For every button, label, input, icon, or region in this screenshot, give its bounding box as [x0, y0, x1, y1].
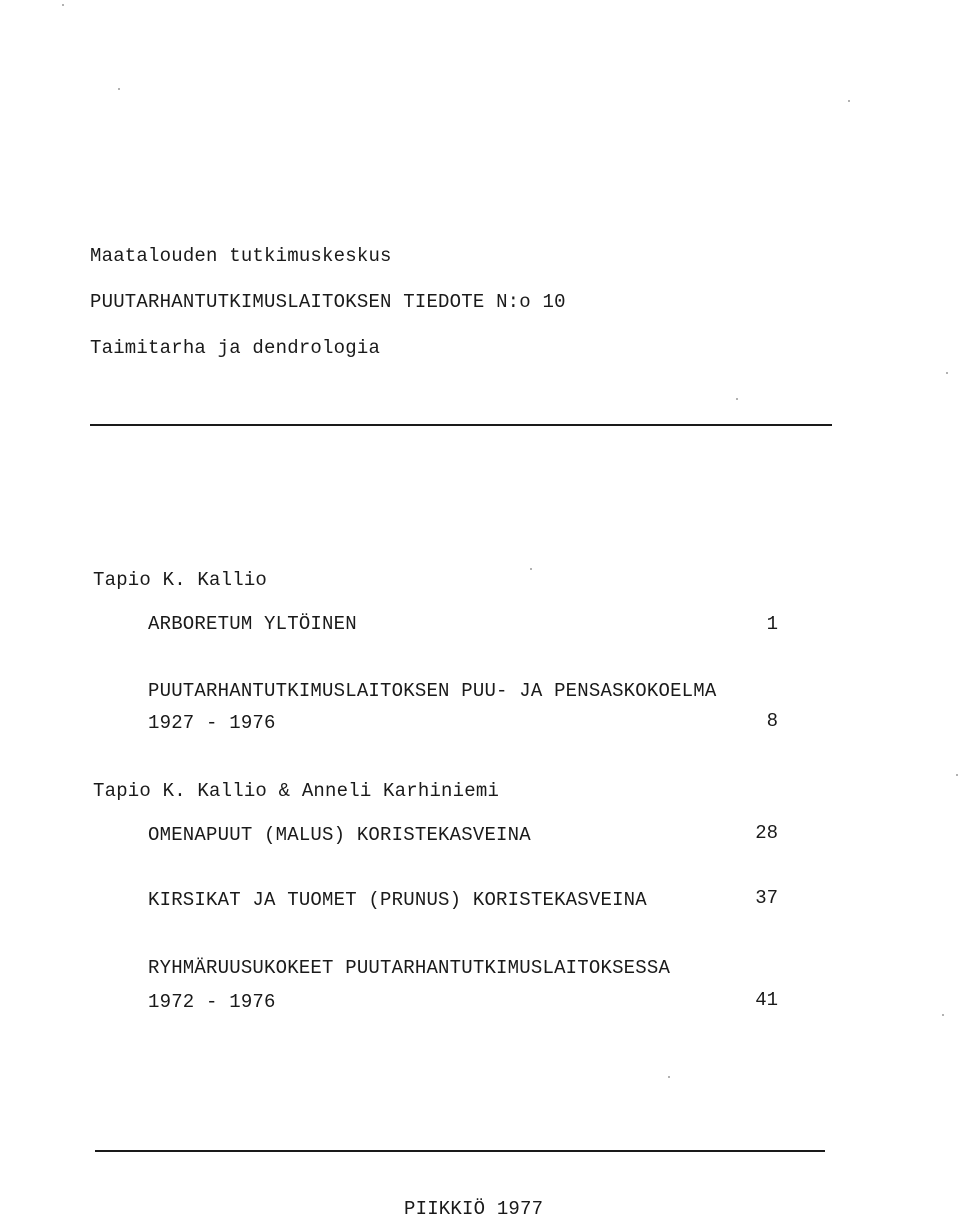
scan-speck [118, 88, 120, 90]
scan-speck [668, 1076, 670, 1078]
entry-title-continued: 1927 - 1976 [148, 712, 276, 734]
entry-page-number: 1 [766, 613, 778, 635]
scan-speck [848, 100, 850, 102]
entry-page-number: 37 [755, 887, 778, 909]
scan-speck [530, 568, 532, 570]
author-line: Tapio K. Kallio & Anneli Karhiniemi [93, 780, 500, 802]
entry-title: OMENAPUUT (MALUS) KORISTEKASVEINA [148, 824, 531, 846]
scan-speck [956, 774, 958, 776]
scan-speck [62, 4, 64, 6]
place-year: PIIKKIÖ 1977 [404, 1198, 544, 1220]
scan-speck [736, 398, 738, 400]
series-title: PUUTARHANTUTKIMUSLAITOKSEN TIEDOTE N:o 10 [90, 291, 566, 313]
entry-title: KIRSIKAT JA TUOMET (PRUNUS) KORISTEKASVEINA [148, 889, 647, 911]
footer-divider [95, 1150, 825, 1152]
header-divider [90, 424, 832, 426]
scan-speck [942, 1014, 944, 1016]
entry-page-number: 8 [766, 710, 778, 732]
scan-speck [946, 372, 948, 374]
institution-name: Maatalouden tutkimuskeskus [90, 245, 392, 267]
entry-page-number: 28 [755, 822, 778, 844]
entry-page-number: 41 [755, 989, 778, 1011]
entry-title-continued: 1972 - 1976 [148, 991, 276, 1013]
department-name: Taimitarha ja dendrologia [90, 337, 381, 359]
entry-title: PUUTARHANTUTKIMUSLAITOKSEN PUU- JA PENSASKOKOELMA [148, 680, 717, 702]
author-line: Tapio K. Kallio [93, 569, 268, 591]
entry-title: RYHMÄRUUSUKOKEET PUUTARHANTUTKIMUSLAITOKSESSA [148, 957, 671, 979]
entry-title: ARBORETUM YLTÖINEN [148, 613, 357, 635]
